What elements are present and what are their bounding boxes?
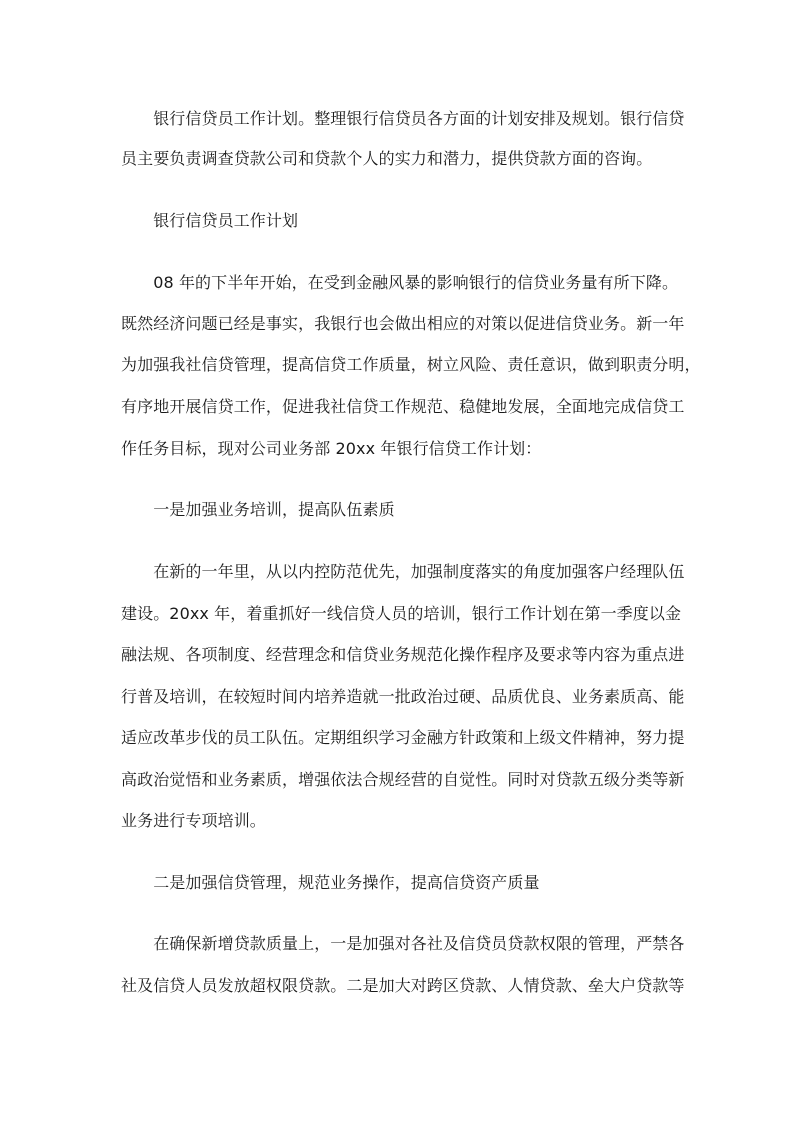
para-training-line-7: 业务进行专项培训。 xyxy=(121,811,266,830)
para-training-line-6: 高政治觉悟和业务素质，增强依法合规经营的自觉性。同时对贷款五级分类等新 xyxy=(121,770,685,789)
para-background-line-4: 有序地开展信贷工作，促进我社信贷工作规范、稳健地发展，全面地完成信贷工 xyxy=(121,397,685,416)
para-background-line-3: 为加强我社信贷管理，提高信贷工作质量，树立风险、责任意识，做到职责分明， xyxy=(121,355,701,374)
para-background-line-5: 作任务目标，现对公司业务部 20xx 年银行信贷工作计划： xyxy=(121,439,542,458)
para-credit-line-1: 在确保新增贷款质量上，一是加强对各社及信贷员贷款权限的管理，严禁各 xyxy=(121,934,685,953)
para-credit-line-2: 社及信贷人员发放超权限贷款。二是加大对跨区贷款、人情贷款、垒大户贷款等 xyxy=(121,976,685,995)
para-training-line-2: 建设。20xx 年，着重抓好一线信贷人员的培训，银行工作计划在第一季度以金 xyxy=(121,604,682,623)
para-training-line-5: 适应改革步伐的员工队伍。定期组织学习金融方针政策和上级文件精神，努力提 xyxy=(121,728,685,747)
para-background-line-2: 既然经济问题已经是事实，我银行也会做出相应的对策以促进信贷业务。新一年 xyxy=(121,314,685,333)
para-background-line-1: 08 年的下半年开始，在受到金融风暴的影响银行的信贷业务量有所下降。 xyxy=(121,273,679,292)
para-intro-line-2: 员主要负责调查贷款公司和贷款个人的实力和潜力，提供贷款方面的咨询。 xyxy=(121,149,653,168)
para-training-line-4: 行普及培训，在较短时间内培养造就一批政治过硬、品质优良、业务素质高、能 xyxy=(121,687,685,706)
heading-credit-management: 二是加强信贷管理，规范业务操作，提高信贷资产质量 xyxy=(121,873,540,892)
para-training-line-3: 融法规、各项制度、经营理念和信贷业务规范化操作程序及要求等内容为重点进 xyxy=(121,645,685,664)
section-title: 银行信贷员工作计划 xyxy=(121,211,299,230)
para-intro-line-1: 银行信贷员工作计划。整理银行信贷员各方面的计划安排及规划。银行信贷 xyxy=(121,109,685,128)
para-training-line-1: 在新的一年里，从以内控防范优先，加强制度落实的角度加强客户经理队伍 xyxy=(121,562,685,581)
heading-training: 一是加强业务培训，提高队伍素质 xyxy=(121,500,395,519)
